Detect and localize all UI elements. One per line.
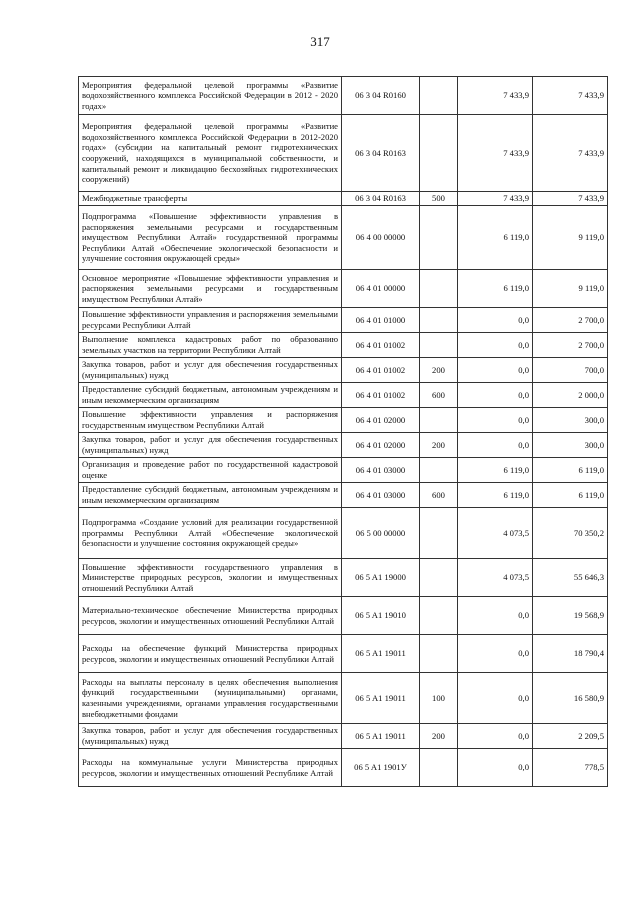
cell-vr [420,77,458,115]
cell-name: Выполнение комплекса кадастровых работ по образованию земельных участков на территории Республики Алтай [79,333,342,358]
cell-name: Закупка товаров, работ и услуг для обеспечения государственных (муниципальных) нужд [79,433,342,458]
cell-v1: 6 119,0 [458,270,533,308]
cell-code: 06 4 01 01002 [342,358,420,383]
table-row [79,559,608,597]
cell-code: 06 4 01 02000 [342,408,420,433]
cell-vr [420,270,458,308]
cell-name: Мероприятия федеральной целевой программы «Развитие водохозяйственного комплекса Российской Федерации в 2012 - 2020 годах» [79,77,342,115]
cell-vr [420,333,458,358]
cell-vr: 600 [420,483,458,508]
table-row [79,270,608,308]
cell-vr [420,749,458,787]
cell-name: Мероприятия федеральной целевой программы «Развитие водохозяйственного комплекса Российской Федерации в 2012-2020 годах» (субсидии на капитальный ремонт гидротехнических сооружений, находящихся в муниципальной собственности, и капитальный ремонт и ликвидацию бесхозяйных гидротехнических сооружений) [79,115,342,192]
cell-vr: 600 [420,383,458,408]
cell-v1: 0,0 [458,308,533,333]
cell-vr: 100 [420,673,458,724]
cell-v2: 2 700,0 [533,333,608,358]
cell-name: Повышение эффективности управления и распоряжения земельными ресурсами Республики Алтай [79,308,342,333]
cell-name: Повышение эффективности управления и распоряжения государственным имуществом Республики Алтай [79,408,342,433]
cell-v2: 7 433,9 [533,192,608,206]
cell-v2: 55 646,3 [533,559,608,597]
cell-name: Основное мероприятие «Повышение эффективности управления и распоряжения земельными ресурсами и государственным имуществом Республики Алтай» [79,270,342,308]
cell-v2: 6 119,0 [533,483,608,508]
cell-name: Повышение эффективности государственного управления в Министерстве природных ресурсов, экологии и имущественных отношений Республики Алтай [79,559,342,597]
cell-code: 06 4 01 02000 [342,433,420,458]
cell-v1: 0,0 [458,673,533,724]
cell-v2: 70 350,2 [533,508,608,559]
cell-v1: 0,0 [458,408,533,433]
cell-v2: 6 119,0 [533,458,608,483]
cell-code: 06 4 01 01000 [342,308,420,333]
cell-v1: 0,0 [458,383,533,408]
cell-v1: 7 433,9 [458,115,533,192]
table-row [79,724,608,749]
budget-table-body [79,77,608,787]
budget-table [78,76,608,787]
cell-name: Межбюджетные трансферты [79,192,342,206]
cell-name: Подпрограмма «Создание условий для реализации государственной программы Республики Алтай «Обеспечение экологической безопасности и улучшение состояния окружающей среды» [79,508,342,559]
cell-code: 06 4 01 01002 [342,333,420,358]
cell-v2: 19 568,9 [533,597,608,635]
cell-v1: 0,0 [458,635,533,673]
cell-vr [420,597,458,635]
cell-v2: 2 700,0 [533,308,608,333]
cell-code: 06 5 A1 19010 [342,597,420,635]
table-row [79,749,608,787]
cell-vr [420,206,458,270]
cell-v1: 7 433,9 [458,77,533,115]
cell-v2: 16 580,9 [533,673,608,724]
cell-vr [420,635,458,673]
cell-code: 06 5 00 00000 [342,508,420,559]
cell-v1: 4 073,5 [458,559,533,597]
cell-v1: 0,0 [458,724,533,749]
cell-v1: 0,0 [458,749,533,787]
cell-name: Закупка товаров, работ и услуг для обеспечения государственных (муниципальных) нужд [79,724,342,749]
cell-code: 06 5 A1 19011 [342,635,420,673]
table-row [79,308,608,333]
cell-vr [420,559,458,597]
cell-vr [420,408,458,433]
cell-v1: 7 433,9 [458,192,533,206]
cell-code: 06 4 01 03000 [342,483,420,508]
cell-code: 06 5 A1 1901У [342,749,420,787]
cell-name: Организация и проведение работ по государственной кадастровой оценке [79,458,342,483]
table-row [79,77,608,115]
table-row [79,115,608,192]
cell-v2: 7 433,9 [533,115,608,192]
table-row [79,192,608,206]
table-row [79,673,608,724]
cell-name: Материально-техническое обеспечение Министерства природных ресурсов, экологии и имущественных отношений Республики Алтай [79,597,342,635]
cell-code: 06 5 A1 19011 [342,673,420,724]
cell-v1: 6 119,0 [458,458,533,483]
table-row [79,333,608,358]
cell-code: 06 3 04 R0163 [342,192,420,206]
table-row [79,635,608,673]
cell-vr [420,458,458,483]
table-row [79,458,608,483]
cell-v1: 0,0 [458,433,533,458]
table-row [79,206,608,270]
table-row [79,483,608,508]
cell-v1: 4 073,5 [458,508,533,559]
cell-name: Предоставление субсидий бюджетным, автономным учреждениям и иным некоммерческим организациям [79,383,342,408]
cell-code: 06 4 01 00000 [342,270,420,308]
table-row [79,433,608,458]
cell-vr [420,308,458,333]
cell-v1: 0,0 [458,358,533,383]
cell-name: Закупка товаров, работ и услуг для обеспечения государственных (муниципальных) нужд [79,358,342,383]
cell-name: Расходы на обеспечение функций Министерства природных ресурсов, экологии и имущественных отношений Республики Алтай [79,635,342,673]
cell-v2: 9 119,0 [533,206,608,270]
cell-vr: 500 [420,192,458,206]
cell-code: 06 3 04 R0160 [342,77,420,115]
cell-vr [420,115,458,192]
table-row [79,383,608,408]
cell-v2: 2 000,0 [533,383,608,408]
table-row [79,597,608,635]
cell-vr [420,508,458,559]
cell-v2: 300,0 [533,433,608,458]
cell-code: 06 4 01 01002 [342,383,420,408]
page-number: 317 [310,34,330,49]
cell-v1: 6 119,0 [458,206,533,270]
cell-vr: 200 [420,358,458,383]
cell-code: 06 4 00 00000 [342,206,420,270]
cell-v2: 700,0 [533,358,608,383]
cell-name: Предоставление субсидий бюджетным, автономным учреждениям и иным некоммерческим организациям [79,483,342,508]
cell-name: Расходы на выплаты персоналу в целях обеспечения выполнения функций государственными (муниципальными) органами, казенными учреждениями, органами управления государственными внебюджетными фондами [79,673,342,724]
cell-name: Подпрограмма «Повышение эффективности управления в распоряжения земельными ресурсами и государственным имуществом Республики Алтай» государственной программы Республики Алтай «Обеспечение экологической безопасности и улучшение состояния окружающей среды» [79,206,342,270]
cell-code: 06 3 04 R0163 [342,115,420,192]
cell-v2: 18 790,4 [533,635,608,673]
cell-v2: 9 119,0 [533,270,608,308]
cell-code: 06 4 01 03000 [342,458,420,483]
table-row [79,508,608,559]
cell-v1: 6 119,0 [458,483,533,508]
cell-v1: 0,0 [458,597,533,635]
cell-vr: 200 [420,724,458,749]
cell-code: 06 5 A1 19000 [342,559,420,597]
cell-v2: 300,0 [533,408,608,433]
cell-vr: 200 [420,433,458,458]
cell-v2: 7 433,9 [533,77,608,115]
table-row [79,408,608,433]
cell-v2: 2 209,5 [533,724,608,749]
cell-code: 06 5 A1 19011 [342,724,420,749]
table-row [79,358,608,383]
cell-v2: 778,5 [533,749,608,787]
cell-v1: 0,0 [458,333,533,358]
cell-name: Расходы на коммунальные услуги Министерства природных ресурсов, экологии и имущественных отношений Республике Алтай [79,749,342,787]
